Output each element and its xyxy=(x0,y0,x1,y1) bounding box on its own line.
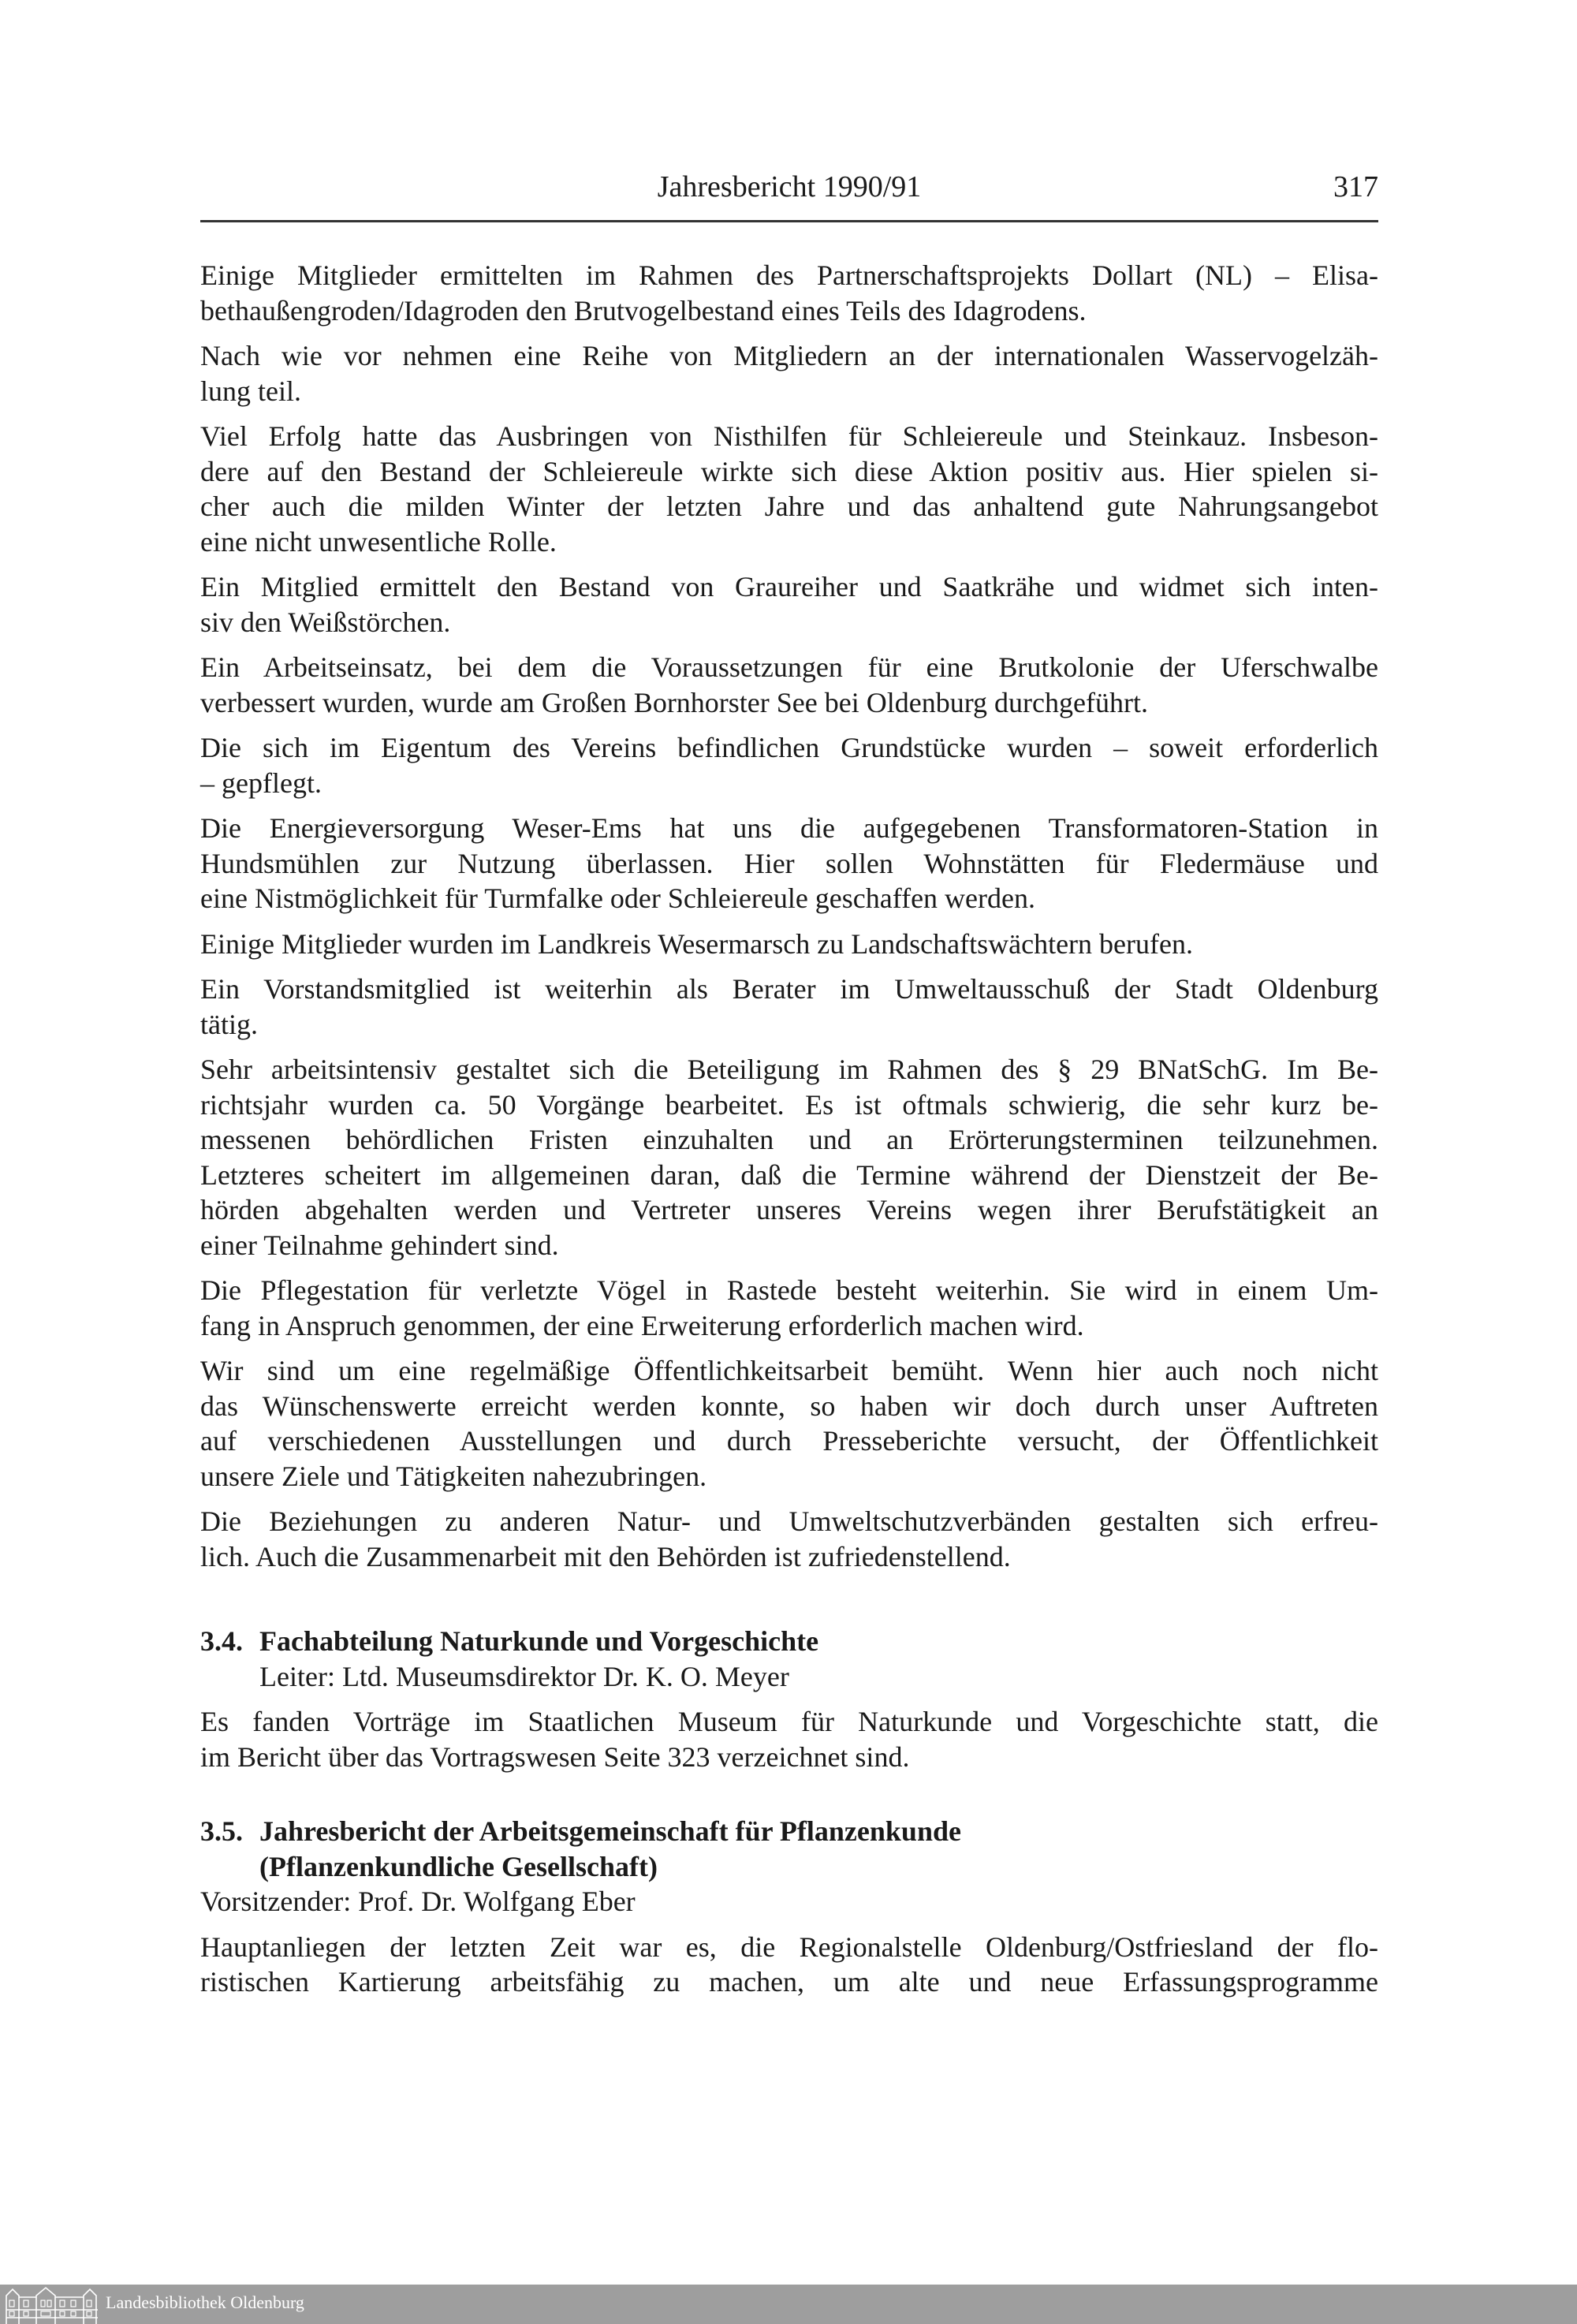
section-leader: Leiter: Ltd. Museumsdirektor Dr. K. O. Meyer xyxy=(259,1660,789,1692)
text-line: unsere Ziele und Tätigkeiten nahezubringen. xyxy=(200,1460,707,1492)
text-line: auf verschiedenen Ausstellungen und durch Presseberichte versucht, der Öffentlichkeit xyxy=(200,1425,1378,1457)
paragraph xyxy=(200,569,1378,640)
text-line: Einige Mitglieder wurden im Landkreis Wesermarsch zu Landschaftswächtern berufen. xyxy=(200,927,1193,960)
text-line: Die Energieversorgung Weser-Ems hat uns die aufgegebenen Transformatoren-Station in xyxy=(200,812,1378,844)
paragraph xyxy=(200,1052,1378,1263)
footer-bar xyxy=(0,2285,1577,2324)
text-line: Wir sind um eine regelmäßige Öffentlichkeitsarbeit bemüht. Wenn hier auch noch nicht xyxy=(200,1355,1378,1386)
text-line: einer Teilnahme gehindert sind. xyxy=(200,1229,559,1261)
section-3-5 xyxy=(200,1814,1378,2000)
header-title: Jahresbericht 1990/91 xyxy=(657,170,922,203)
text-line: Die Pflegestation für verletzte Vögel in Rastede besteht weiterhin. Sie wird in einem Um- xyxy=(200,1274,1378,1306)
section-heading: 3.5. Jahresbericht der Arbeitsgemeinschaft für Pflanzenkunde xyxy=(200,1815,961,1847)
section-chair: Vorsitzender: Prof. Dr. Wolfgang Eber xyxy=(200,1886,636,1917)
paragraph xyxy=(200,1704,1378,1774)
paragraph xyxy=(200,972,1378,1042)
section-heading: 3.4. Fachabteilung Naturkunde und Vorgeschichte xyxy=(200,1625,819,1657)
paragraph xyxy=(200,338,1378,408)
text-line: Sehr arbeitsintensiv gestaltet sich die Beteiligung im Rahmen des § 29 BNatSchG. Im Be- xyxy=(200,1054,1378,1085)
section-3-4 xyxy=(200,1624,1378,1774)
text-line: lich. Auch die Zusammenarbeit mit den Behörden ist zufriedenstellend. xyxy=(200,1540,1011,1572)
paragraph xyxy=(200,1273,1378,1343)
text-line: richtsjahr wurden ca. 50 Vorgänge bearbeitet. Es ist oftmals schwierig, die sehr kurz be- xyxy=(200,1088,1378,1121)
header-rule xyxy=(200,220,1378,222)
paragraph xyxy=(200,1504,1378,1574)
paragraph xyxy=(200,650,1378,720)
text-line: Ein Vorstandsmitglied ist weiterhin als Berater im Umweltausschuß der Stadt Oldenburg xyxy=(200,973,1378,1005)
text-line: – gepflegt. xyxy=(200,767,322,799)
text-line: Es fanden Vorträge im Staatlichen Museum für Naturkunde und Vorgeschichte statt, die xyxy=(200,1706,1378,1737)
text-line: Ein Mitglied ermittelt den Bestand von Graureiher und Saatkrähe und widmet sich inten- xyxy=(200,571,1378,602)
paragraphs xyxy=(200,258,1378,1574)
paragraph xyxy=(200,1353,1378,1494)
text-line: tätig. xyxy=(200,1008,258,1040)
paragraph xyxy=(200,811,1378,916)
text-line: ristischen Kartierung arbeitsfähig zu machen, um alte und neue Erfassungsprogramme xyxy=(200,1966,1378,1998)
text-line: im Bericht über das Vortragswesen Seite 323 verzeichnet sind. xyxy=(200,1740,910,1773)
page-number: 317 xyxy=(1333,170,1378,203)
text-line: Letzteres scheitert im allgemeinen daran, daß die Termine während der Dienstzeit der Be- xyxy=(200,1158,1378,1191)
text-line: cher auch die milden Winter der letzten Jahre und das anhaltend gute Nahrungsangebot xyxy=(200,491,1378,522)
library-building-icon xyxy=(5,2286,99,2324)
paragraph xyxy=(200,730,1378,800)
text-line: eine Nistmöglichkeit für Turmfalke oder Schleiereule geschaffen werden. xyxy=(200,882,1035,914)
text-line: Nach wie vor nehmen eine Reihe von Mitgliedern an der internationalen Wasservogelzäh- xyxy=(200,340,1378,371)
paragraph xyxy=(200,927,1378,962)
text-line: lung teil. xyxy=(200,375,301,407)
text-line: Die Beziehungen zu anderen Natur- und Umweltschutzverbänden gestalten sich erfreu- xyxy=(200,1505,1378,1537)
text-line: bethaußengroden/Idagroden den Brutvogelbestand eines Teils des Idagrodens. xyxy=(200,294,1087,326)
paragraph xyxy=(200,258,1378,328)
text-line: siv den Weißstörchen. xyxy=(200,606,451,638)
text-line: fang in Anspruch genommen, der eine Erweiterung erforderlich machen wird. xyxy=(200,1309,1084,1341)
text-line: Die sich im Eigentum des Vereins befindlichen Grundstücke wurden – soweit erforderlich xyxy=(200,732,1378,763)
section-heading-subtitle: (Pflanzenkundliche Gesellschaft) xyxy=(259,1850,658,1882)
text-line: Viel Erfolg hatte das Ausbringen von Nisthilfen für Schleiereule und Steinkauz. Insbeson- xyxy=(200,420,1378,452)
library-name: Landesbibliothek Oldenburg xyxy=(106,2292,304,2312)
paragraph xyxy=(200,1930,1378,2000)
text-line: messenen behördlichen Fristen einzuhalten und an Erörterungsterminen teilzunehmen. xyxy=(200,1124,1378,1155)
text-line: Hundsmühlen zur Nutzung überlassen. Hier sollen Wohnstätten für Fledermäuse und xyxy=(200,847,1378,879)
text-line: Ein Arbeitseinsatz, bei dem die Voraussetzungen für eine Brutkolonie der Uferschwalbe xyxy=(200,651,1378,683)
page-body xyxy=(200,258,1378,2010)
paragraph xyxy=(200,419,1378,559)
text-line: hörden abgehalten werden und Vertreter unseres Vereins wegen ihrer Berufstätigkeit an xyxy=(200,1194,1378,1225)
text-line: verbessert wurden, wurde am Großen Bornhorster See bei Oldenburg durchgeführt. xyxy=(200,686,1148,718)
text-line: das Wünschenswerte erreicht werden konnte, so haben wir doch durch unser Auftreten xyxy=(200,1390,1378,1422)
text-line: Einige Mitglieder ermittelten im Rahmen des Partnerschaftsprojekts Dollart (NL) – Elisa- xyxy=(200,259,1378,291)
text-line: Hauptanliegen der letzten Zeit war es, die Regionalstelle Oldenburg/Ostfriesland der flo- xyxy=(200,1930,1378,1963)
text-line: dere auf den Bestand der Schleiereule wirkte sich diese Aktion positiv aus. Hier spielen si- xyxy=(200,455,1378,487)
running-header xyxy=(200,167,1378,207)
text-line: eine nicht unwesentliche Rolle. xyxy=(200,525,557,558)
